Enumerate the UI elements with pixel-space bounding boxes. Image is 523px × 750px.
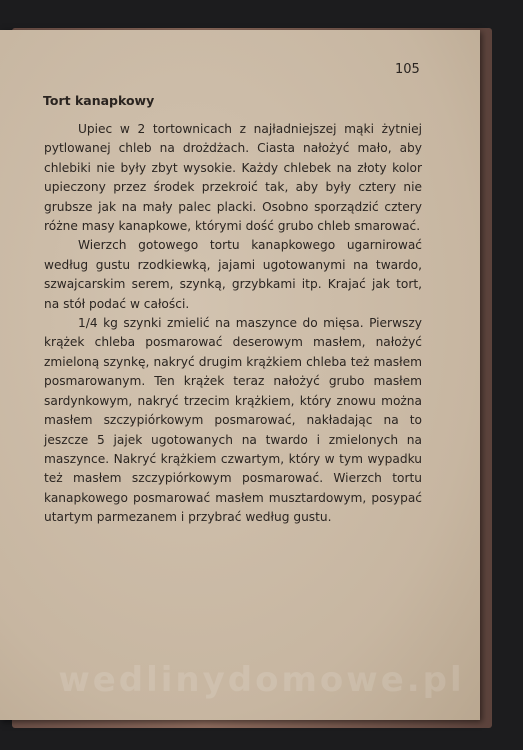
page-number: 105 bbox=[395, 62, 420, 77]
paragraph-3: 1/4 kg szynki zmielić na maszynce do mięsa. Pierwszy krążek chleba posmarować deserowym masłem, nałożyć zmieloną szynkę, nakryć drugim krążkiem chleba też masłem posmarowanym. Ten krążek teraz nałożyć grubo masłem sardynkowym, nakryć trzecim krążkiem, który znowu można masłem szczypiórkowym posmarować, nakładając na to jeszcze 5 jajek ugotowanych na twardo i zmielonych na maszynce. Nakryć krążkiem czwartym, który w tym wypadku też masłem szczypiórkowym posmarować. Wierzch tortu kanapkowego posmarować masłem musztardowym, posypać utartym parmezanem i przybrać według gustu. bbox=[44, 316, 422, 525]
recipe-body bbox=[44, 120, 422, 528]
paragraph-2: Wierzch gotowego tortu kanapkowego ugarnirować według gustu rzodkiewką, jajami ugotowanymi na twardo, szwajcarskim serem, szynką, grzybkami itp. Krajać jak tort, na stół podać w całości. bbox=[44, 238, 422, 311]
recipe-title: Tort kanapkowy bbox=[43, 93, 155, 108]
watermark-text: wedlinydomowe.pl bbox=[58, 660, 465, 700]
book-page bbox=[0, 30, 480, 720]
paragraph-1: Upiec w 2 tortownicach z najładniejszej mąki żytniej pytlowanej chleb na drożdżach. Ciasta nałożyć mało, aby chlebiki nie były zbyt wysokie. Każdy chlebek na złoty kolor upieczony przez środek przekroić tak, aby były cztery nie grubsze jak na mały palec placki. Osobno sporządzić cztery różne masy kanapkowe, którymi dość grubo chleb smarować. bbox=[44, 122, 422, 234]
